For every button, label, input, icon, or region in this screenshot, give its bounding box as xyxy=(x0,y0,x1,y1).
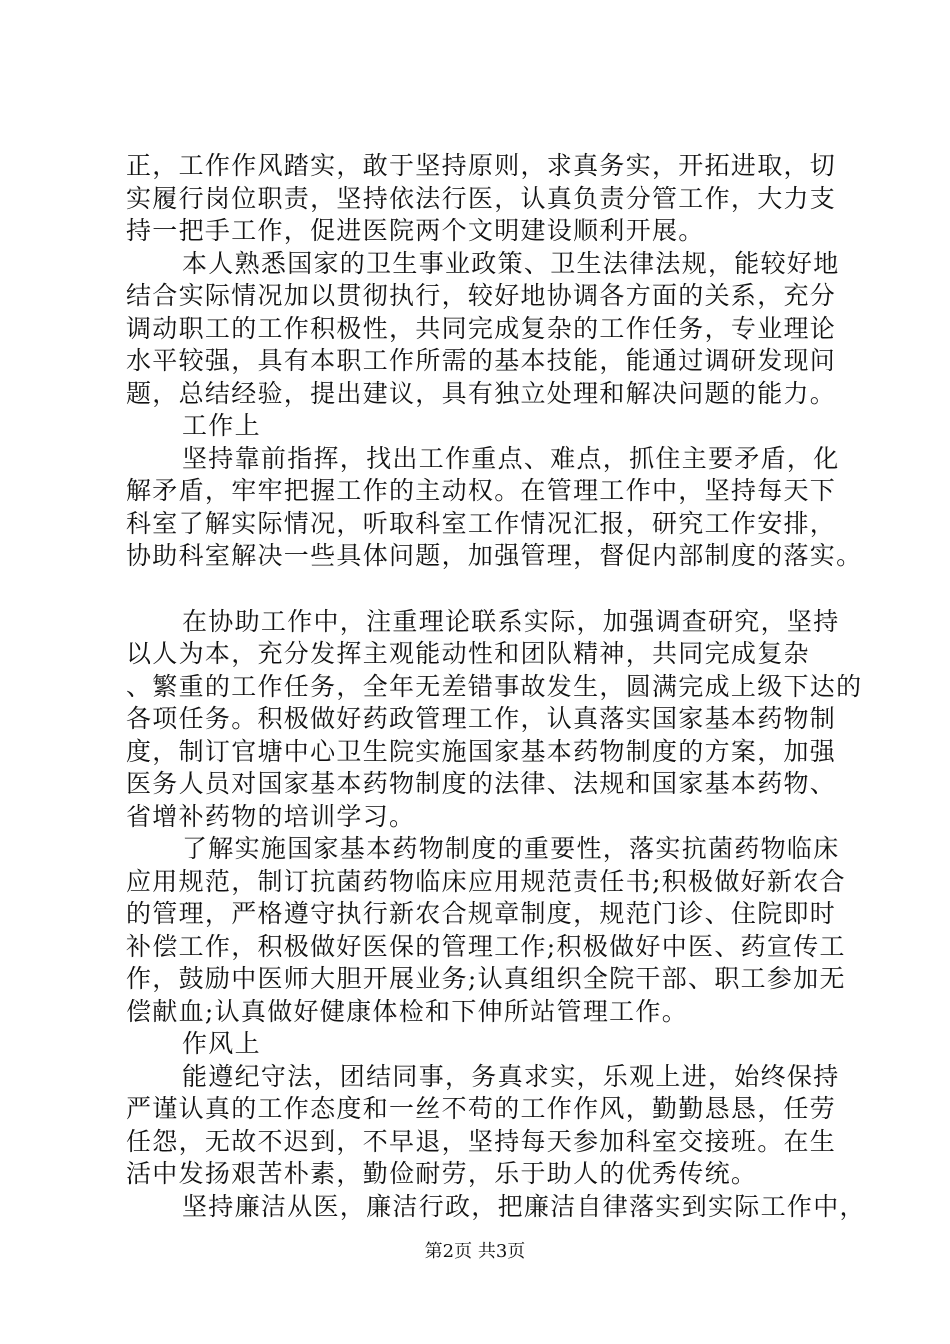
paragraph-line: 科室了解实际情况，听取科室工作情况汇报，研究工作安排， xyxy=(126,508,837,538)
document-body xyxy=(126,150,866,1223)
paragraph-line: 坚持廉洁从医，廉洁行政，把廉洁自律落实到实际工作中， xyxy=(182,1191,866,1221)
paragraph-line: 的管理，严格遵守执行新农合规章制度，规范门诊、住院即时 xyxy=(126,899,837,928)
paragraph-line: 解矛盾，牢牢把握工作的主动权。在管理工作中，坚持每天下 xyxy=(126,476,837,505)
paragraph-line: 省增补药物的培训学习。 xyxy=(126,801,416,831)
paragraph-line: 题，总结经验，提出建议，具有独立处理和解决问题的能力。 xyxy=(126,378,837,408)
paragraph-line: 应用规范，制订抗菌药物临床应用规范责任书;积极做好新农合 xyxy=(126,866,846,896)
paragraph-line: 以人为本，充分发挥主观能动性和团队精神，共同完成复杂 xyxy=(126,639,810,668)
paragraph-line: 医务人员对国家基本药物制度的法律、法规和国家基本药物、 xyxy=(126,769,837,798)
paragraph-line: 偿献血;认真做好健康体检和下伸所站管理工作。 xyxy=(126,996,689,1026)
paragraph-line: 协助科室解决一些具体问题，加强管理，督促内部制度的落实。 xyxy=(126,541,863,570)
page-number-footer: 第2页 共3页 xyxy=(424,1241,526,1262)
paragraph-line: 各项任务。积极做好药政管理工作，认真落实国家基本药物制 xyxy=(126,704,837,733)
paragraph-line: 任怨，无故不迟到，不早退，坚持每天参加科室交接班。在生 xyxy=(126,1126,837,1156)
paragraph-line: 本人熟悉国家的卫生事业政策、卫生法律法规，能较好地 xyxy=(182,248,840,278)
paragraph-line: 、繁重的工作任务，全年无差错事故发生，圆满完成上级下达的 xyxy=(126,671,863,701)
paragraph-line: 水平较强，具有本职工作所需的基本技能，能通过调研发现问 xyxy=(126,346,837,375)
paragraph-gap xyxy=(126,573,846,606)
paragraph-line: 了解实施国家基本药物制度的重要性，落实抗菌药物临床 xyxy=(182,834,840,863)
paragraph-line: 活中发扬艰苦朴素，勤俭耐劳，乐于助人的优秀传统。 xyxy=(126,1159,758,1188)
paragraph-line: 能遵纪守法，团结同事，务真求实，乐观上进，始终保持 xyxy=(182,1061,840,1091)
paragraph-line: 坚持靠前指挥，找出工作重点、难点，抓住主要矛盾，化 xyxy=(182,443,840,473)
section-heading: 工作上 xyxy=(182,411,261,440)
paragraph-line: 严谨认真的工作态度和一丝不苟的工作作风，勤勤恳恳，任劳 xyxy=(126,1094,837,1123)
paragraph-line: 持一把手工作，促进医院两个文明建设顺利开展。 xyxy=(126,216,705,245)
paragraph-line: 正，工作作风踏实，敢于坚持原则，求真务实，开拓进取，切 xyxy=(126,151,837,180)
paragraph-line: 调动职工的工作积极性，共同完成复杂的工作任务，专业理论 xyxy=(126,313,837,343)
paragraph-line: 实履行岗位职责，坚持依法行医，认真负责分管工作，大力支 xyxy=(126,183,837,213)
paragraph-line: 度，制订官塘中心卫生院实施国家基本药物制度的方案，加强 xyxy=(126,736,837,766)
paragraph-line: 作，鼓励中医师大胆开展业务;认真组织全院干部、职工参加无 xyxy=(126,964,846,993)
paragraph-line: 补偿工作，积极做好医保的管理工作;积极做好中医、药宣传工 xyxy=(126,931,846,961)
paragraph-line: 在协助工作中，注重理论联系实际，加强调查研究，坚持 xyxy=(182,606,840,636)
section-heading: 作风上 xyxy=(182,1029,261,1058)
paragraph-line: 结合实际情况加以贯彻执行，较好地协调各方面的关系，充分 xyxy=(126,281,837,310)
